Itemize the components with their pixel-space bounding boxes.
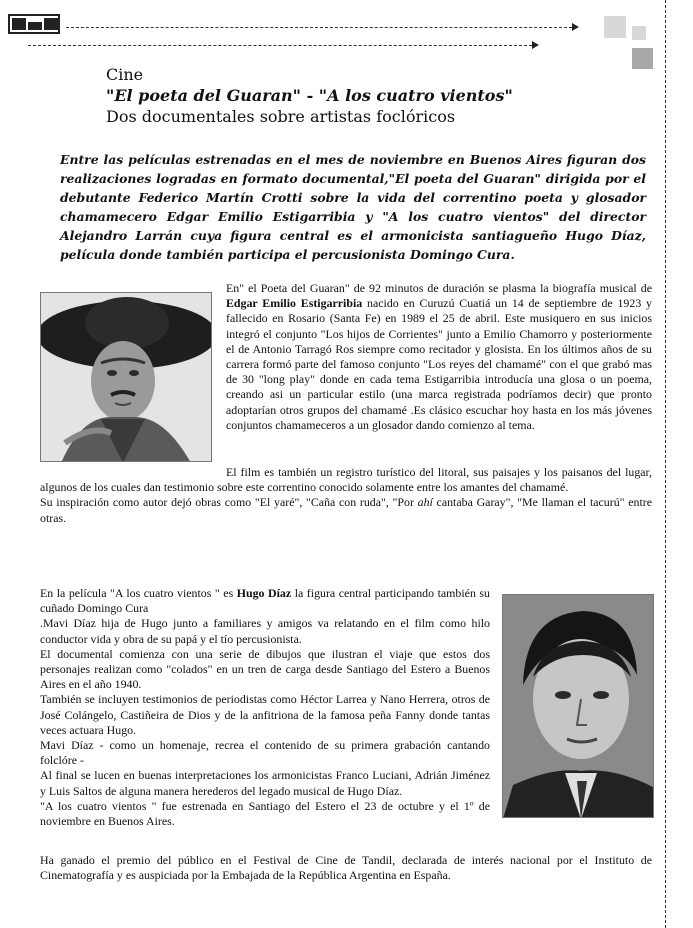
article2-paragraph: También se incluyen testimonios de periodistas como Héctor Larrea y Nano Herrera, otros de José Colángelo, Castiñeira de Dios y de la anfitriona de la famosa peña Fanny donde tantas veces actuara Hugo. [40,692,490,737]
article2-paragraph: Al final se lucen en buenas interpretaciones los armonicistas Franco Luciani, Adrián Jiménez y Luis Saltos de alguna manera herederos del legado musical de Hugo Díaz. [40,768,490,798]
arrow-right-icon [572,23,579,31]
header-divider [28,45,532,46]
title-block [106,64,646,127]
article1-paragraph: Su inspiración como autor dejó obras como "El yaré", "Caña con ruda", "Por ahí cantaba Garay", "Me llaman el tacurú" entre otras. [40,495,652,525]
article2-paragraph: Ha ganado el premio del público en el Festival de Cine de Tandil, declarada de interés nacional por el Instituto de Cinematografía y es auspiciada por la Embajada de la República Argentina en España. [40,853,652,883]
page-title: "El poeta del Guaran" - "A los cuatro vientos" [106,86,513,105]
page-margin-line [665,0,666,928]
decorative-square [604,16,626,38]
hugo-diaz-photo [502,594,654,818]
header-divider [66,27,572,28]
article1-continued [40,465,652,526]
article2-paragraph: En la película "A los cuatro vientos " es Hugo Díaz la figura central participando también su cuñado Domingo Cura [40,586,491,616]
estigarribia-photo [40,292,212,462]
decorative-square [632,26,646,40]
person-name: Edgar Emilio Estigarribia [226,296,363,311]
article1-paragraph: El film es también un registro turístico del litoral, sus paisajes y los paisanos del lugar, algunos de los cuales dan testimonio sobre este correntino conocido solamente entre los amantes del chamamé. [40,465,652,495]
arrow-right-icon [532,41,539,49]
article2-paragraph: Mavi Díaz - como un homenaje, recrea el contenido de su primera grabación cantando folclóre - [40,738,490,768]
article1-paragraph: En" el Poeta del Guaran" de 92 minutos de duración se plasma la biografía musical de Edgar Emilio Estigarribia nacido en Curuzú Cuatiá un 14 de septiembre de 1923 y fallecido en Rosario (Santa Fe) en 1989 el 25 de abril. Este musiquero en sus inicios integró el conjunto "Los hijos de Corrientes" junto a Emilio Chamorro y posteriormente el de Antonio Tarragó Ros siempre como recitador y glosista. En los últimos años de su carrera formó parte del famoso conjunto "Los reyes del chamamé" con el que grabó mas de 30 "long play" donde en cada tema Estigarribia introducía una glosa o un poema, creando asi un particular estilo (una marca registrada podríamos decir) que pronto adoptarían otros grupos del chamamé .Es clásico escuchar hoy hasta en los más jóvenes conjuntos chamameceros a un glosador dando comienzo al tema. [226,281,653,432]
article2-paragraph: El documental comienza con una serie de dibujos que ilustran el viaje que estos dos personajes realizan como "colados" en un tren de carga desde Santiago del Estero a Buenos Aires en el año 1940. [40,646,490,692]
article1-column [226,281,652,433]
article2-paragraph: .Mavi Díaz hija de Hugo junto a familiares y amigos va relatando en el film como hilo conductor vida y obra de su papá y el tío percusionista. [40,616,490,646]
article2-continued [40,853,652,883]
page-subtitle: Dos documentales sobre artistas foclóricos [106,107,456,126]
article2-paragraph: "A los cuatro vientos " fue estrenada en Santiago del Estero el 23 de octubre y el 1º de noviembre en Buenos Aires. [40,798,490,829]
article2-column [40,586,490,829]
person-name: Hugo Díaz [236,586,292,600]
logo-icon [8,14,60,34]
section-label: Cine [106,65,144,84]
intro-paragraph: Entre las películas estrenadas en el mes de noviembre en Buenos Aires figuran dos realizaciones logradas en formato documental,"El poeta del Guaran" dirigida por el debutante Federico Martín Crotti sobre la vida del correntino poeta y glosador chamamecero Edgar Emilio Estigarribia y "A los cuatro vientos" del director Alejandro Larrán cuya figura central es el armonicista santiagueño Hugo Díaz, película donde también participa el percusionista Domingo Cura. [60,152,646,262]
